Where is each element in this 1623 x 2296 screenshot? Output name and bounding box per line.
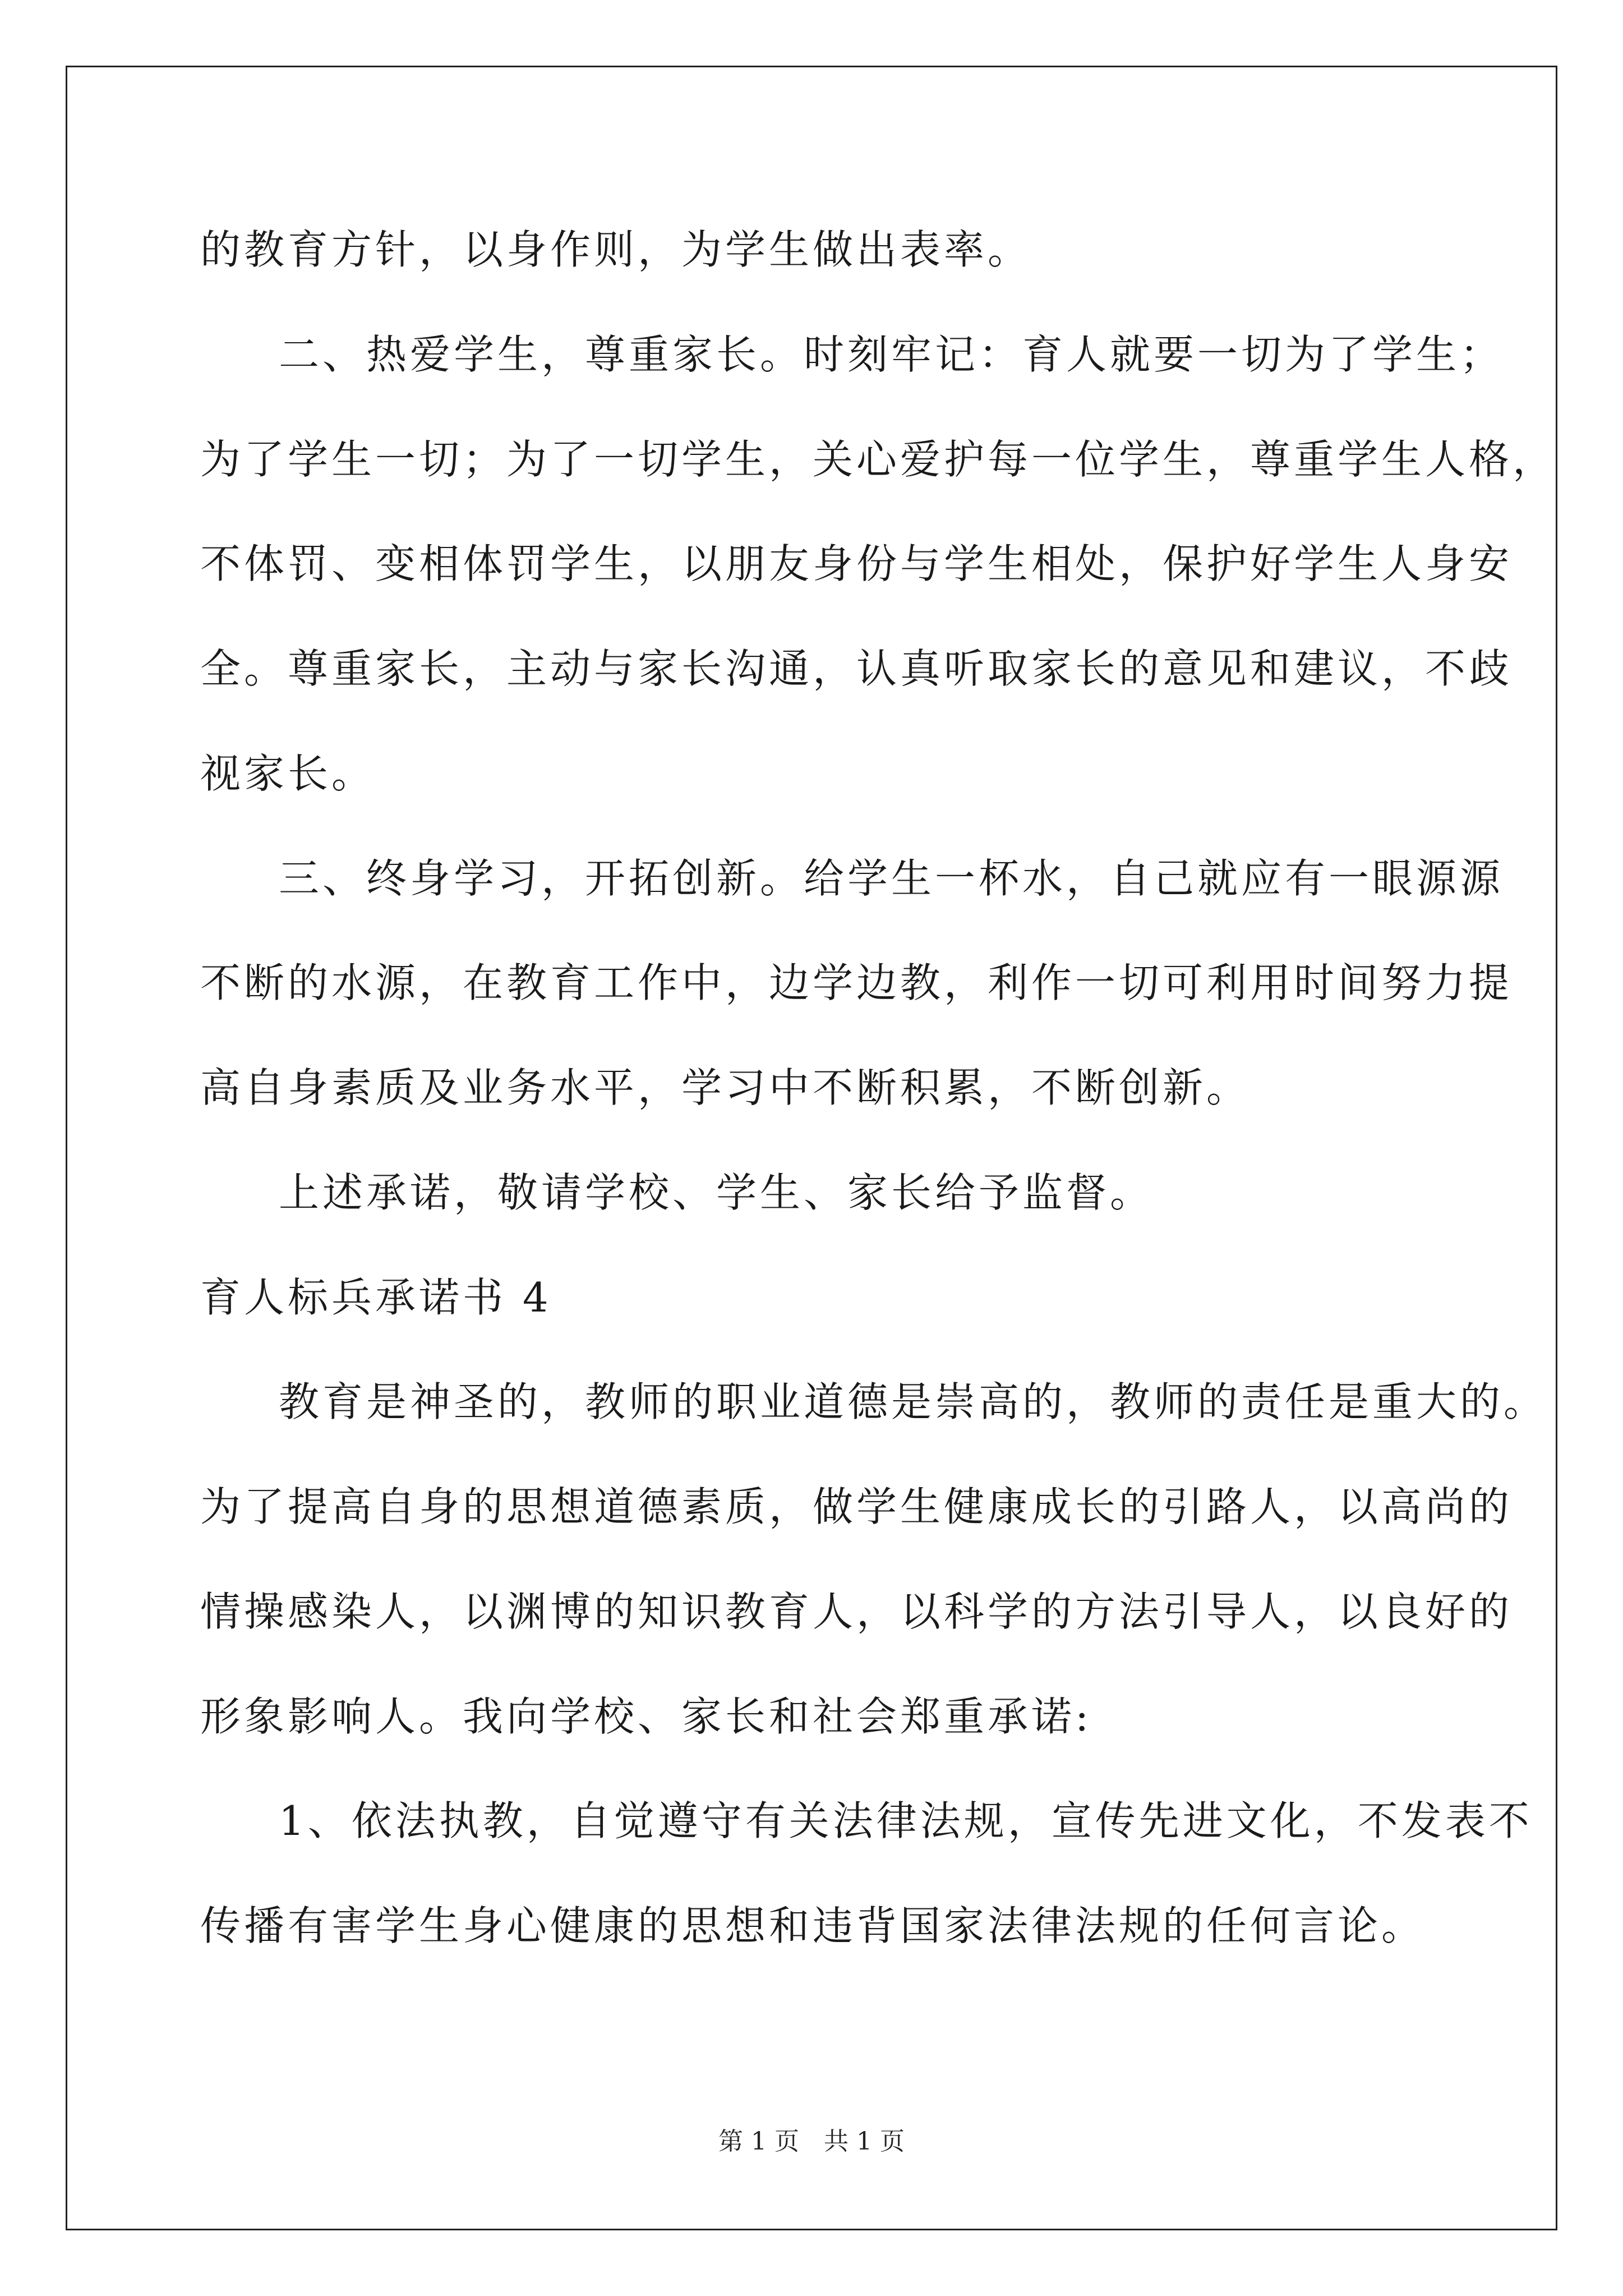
text-line: 传播有害学生身心健康的思想和违背国家法律法规的任何言论。 — [200, 1902, 1426, 1949]
text-line: 情操感染人，以渊博的知识教育人，以科学的方法引导人，以良好的 — [200, 1588, 1513, 1635]
text-line: 教育是神圣的，教师的职业道德是崇高的，教师的责任是重大的。 — [279, 1378, 1548, 1425]
text-line: 为了学生一切；为了一切学生，关心爱护每一位学生，尊重学生人格， — [200, 436, 1557, 483]
text-line: 上述承诺，敬请学校、学生、家长给予监督。 — [279, 1169, 1154, 1216]
text-line: 不体罚、变相体罚学生，以朋友身份与学生相处，保护好学生人身安 — [200, 540, 1513, 587]
page-number-footer: 第 1 页 共 1 页 — [718, 2127, 905, 2156]
text-line: 1、依法执教，自觉遵守有关法律法规，宣传先进文化，不发表不 — [279, 1797, 1533, 1844]
section-heading: 育人标兵承诺书 4 — [200, 1274, 552, 1321]
text-line: 二、热爱学生，尊重家长。时刻牢记：育人就要一切为了学生； — [279, 331, 1504, 378]
text-line: 的教育方针，以身作则，为学生做出表率。 — [200, 226, 1032, 273]
text-line: 高自身素质及业务水平，学习中不断积累，不断创新。 — [200, 1064, 1251, 1111]
text-line: 为了提高自身的思想道德素质，做学生健康成长的引路人，以高尚的 — [200, 1483, 1513, 1530]
text-line: 视家长。 — [200, 750, 376, 797]
text-line: 形象影响人。我向学校、家长和社会郑重承诺: — [200, 1693, 1092, 1740]
text-line: 不断的水源，在教育工作中，边学边教，利作一切可利用时间努力提 — [200, 959, 1513, 1006]
text-line: 全。尊重家长，主动与家长沟通，认真听取家长的意见和建议，不歧 — [200, 645, 1513, 692]
text-line: 三、终身学习，开拓创新。给学生一杯水，自己就应有一眼源源 — [279, 855, 1504, 902]
